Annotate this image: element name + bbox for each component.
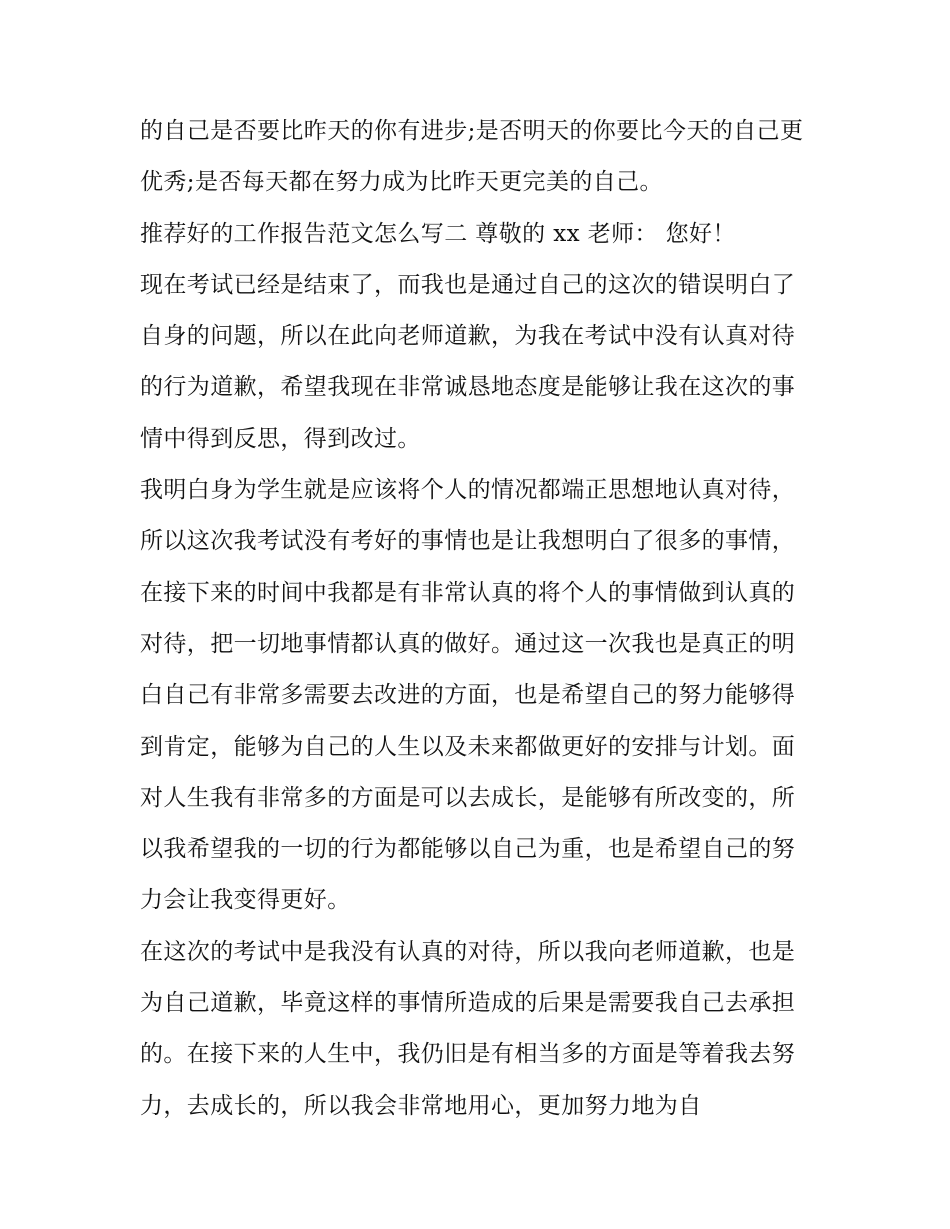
document-body [140, 106, 812, 1132]
paragraph-5: 在这次的考试中是我没有认真的对待，所以我向老师道歉，也是为自己道歉，毕竟这样的事情所造成的后果是需要我自己去承担的。在接下来的人生中，我仍旧是有相当多的方面是等着我去努力，去成长的，所以我会非常地用心，更加努力地为自 [140, 938, 796, 1119]
paragraph-3: 现在考试已经是结束了，而我也是通过自己的这次的错误明白了自身的问题，所以在此向老师道歉，为我在考试中没有认真对待的行为道歉，希望我现在非常诚恳地态度是能够让我在这次的事情中得到反思，得到改过。 [140, 271, 796, 452]
paragraph-1: 的自己是否要比昨天的你有进步;是否明天的你要比今天的自己更优秀;是否每天都在努力成为比昨天更完美的自己。 [140, 118, 804, 196]
paragraph-4: 我明白身为学生就是应该将个人的情况都端正思想地认真对待，所以这次我考试没有考好的事情也是让我想明白了很多的事情，在接下来的时间中我都是有非常认真的将个人的事情做到认真的对待，把一切地事情都认真的做好。通过这一次我也是真正的明白自己有非常多需要去改进的方面，也是希望自己的努力能够得到肯定，能够为自己的人生以及未来都做更好的安排与计划。面对人生我有非常多的方面是可以去成长，是能够有所改变的，所以我希望我的一切的行为都能够以自己为重，也是希望自己的努力会让我变得更好。 [140, 477, 796, 914]
paragraph-2-heading: 推荐好的工作报告范文怎么写二 尊敬的 xx 老师： 您好！ [140, 220, 736, 247]
